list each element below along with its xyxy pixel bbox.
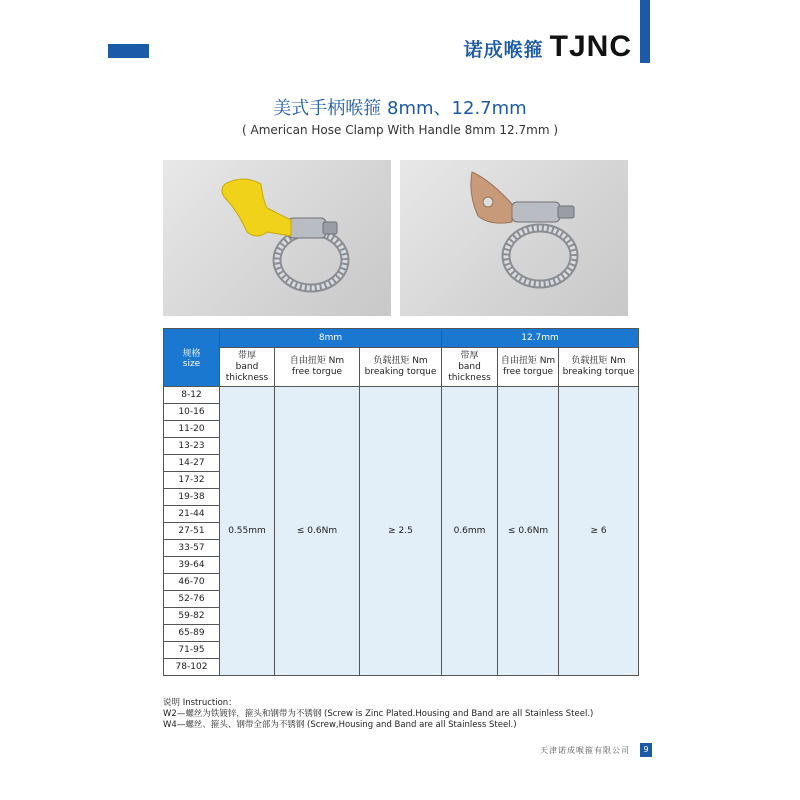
brand-logo <box>464 30 632 64</box>
size-cell: 19-38 <box>164 489 220 506</box>
col-label-en: free torgue <box>502 367 554 377</box>
free-torque-12mm-value: ≤ 0.6Nm <box>498 387 559 676</box>
table-row <box>164 387 639 404</box>
col-label-cn: 带厚 <box>460 350 479 361</box>
size-cell: 71-95 <box>164 642 220 659</box>
size-cell: 10-16 <box>164 404 220 421</box>
col-label-en: thickness <box>225 372 269 383</box>
col-label-cn: 带厚 <box>237 350 256 361</box>
size-rows <box>164 387 639 676</box>
breaking-torque-12mm-value: ≥ 6 <box>559 387 639 676</box>
free-torque-8mm-value: ≤ 0.6Nm <box>275 387 360 676</box>
col-band-thickness-8mm <box>220 348 275 387</box>
col-label-en: breaking torque <box>562 367 635 377</box>
size-header-cn: 规格 <box>182 349 201 359</box>
col-free-torque-12mm <box>498 348 559 387</box>
size-cell: 46-70 <box>164 574 220 591</box>
size-cell: 59-82 <box>164 608 220 625</box>
band-thickness-8mm-value: 0.55mm <box>220 387 275 676</box>
header-left-bar <box>108 44 149 58</box>
photo-yellow-handle-clamp <box>163 160 391 316</box>
page-number: 9 <box>640 743 652 757</box>
size-cell: 33-57 <box>164 540 220 557</box>
footer-company: 天津诺成喉箍有限公司 <box>540 746 630 755</box>
group-header-8mm: 8mm <box>220 329 442 348</box>
size-cell: 13-23 <box>164 438 220 455</box>
group-header-12mm: 12.7mm <box>442 329 639 348</box>
col-label-en: thickness <box>448 372 491 383</box>
size-cell: 14-27 <box>164 455 220 472</box>
note-title: 说明 Instruction： <box>163 698 237 708</box>
col-label-en: band <box>235 361 259 372</box>
brand-en: TJNC <box>549 30 632 63</box>
size-cell: 21-44 <box>164 506 220 523</box>
size-cell: 39-64 <box>164 557 220 574</box>
size-cell: 17-32 <box>164 472 220 489</box>
note-w2: W2—螺丝为铁镀锌，箍头和钢带为不锈钢 (Screw is Zinc Plated.Housing and Band are all Stainless Steel.) <box>163 709 594 719</box>
brand-cn: 诺成喉箍 <box>463 39 544 61</box>
size-header-en: size <box>182 359 201 369</box>
col-label-cn: 负载扭矩 Nm <box>373 356 428 366</box>
header-right-bar <box>640 0 650 63</box>
size-cell: 78-102 <box>164 659 220 676</box>
col-label-cn: 负载扭矩 Nm <box>571 356 626 366</box>
size-cell: 27-51 <box>164 523 220 540</box>
col-label-en: band <box>458 361 481 372</box>
size-header <box>164 329 220 387</box>
spec-table <box>163 328 639 676</box>
page-subtitle: ( American Hose Clamp With Handle 8mm 12.7mm ) <box>241 123 559 137</box>
instruction-notes <box>163 698 593 731</box>
page-title: 美式手柄喉箍 8mm、12.7mm <box>273 98 527 119</box>
note-w4: W4—螺丝、箍头、钢带全部为不锈钢 (Screw,Housing and Band are all Stainless Steel.) <box>163 720 517 730</box>
col-breaking-torque-12mm <box>559 348 639 387</box>
col-band-thickness-12mm <box>442 348 498 387</box>
breaking-torque-8mm-value: ≥ 2.5 <box>360 387 442 676</box>
band-thickness-12mm-value: 0.6mm <box>442 387 498 676</box>
col-label-cn: 自由扭矩 Nm <box>500 356 556 366</box>
photo-metal-handle-clamp <box>400 160 628 316</box>
col-breaking-torque-8mm <box>360 348 442 387</box>
size-cell: 52-76 <box>164 591 220 608</box>
col-label-en: breaking torque <box>364 367 437 377</box>
col-label-cn: 自由扭矩 Nm <box>289 356 345 366</box>
col-free-torque-8mm <box>275 348 360 387</box>
size-cell: 65-89 <box>164 625 220 642</box>
size-cell: 11-20 <box>164 421 220 438</box>
col-label-en: free torgue <box>291 367 343 377</box>
size-cell: 8-12 <box>164 387 220 404</box>
